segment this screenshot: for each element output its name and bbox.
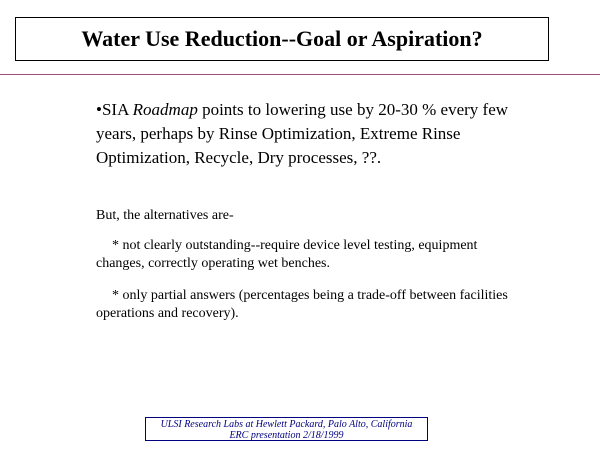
- sub-item-text: * only partial answers (percentages being a trade-off between facilities operations and recovery).: [96, 288, 508, 321]
- title-divider: [0, 74, 600, 75]
- main-bullet: [96, 98, 516, 170]
- sub-item-text: * not clearly outstanding--require device level testing, equipment changes, correctly operating wet benches.: [96, 238, 478, 271]
- footer-credit: [145, 417, 428, 441]
- footer-line-2: ERC presentation 2/18/1999: [229, 430, 344, 441]
- title-box: [15, 17, 549, 61]
- slide-title: Water Use Reduction--Goal or Aspiration?: [81, 26, 483, 51]
- sub-item-not-outstanding: [96, 237, 516, 272]
- main-bullet-text: points to lowering use by 20-30 % every few years, perhaps by Rinse Optimization, Extreme Rinse Optimization, Recycle, Dry processes, ??.: [96, 100, 509, 167]
- footer-line-1: ULSI Research Labs at Hewlett Packard, Palo Alto, California: [160, 419, 413, 430]
- sub-item-partial-answers: [96, 287, 516, 322]
- roadmap-emphasis: Roadmap: [132, 100, 198, 119]
- main-bullet-prefix: •SIA: [96, 100, 133, 119]
- alternatives-intro: But, the alternatives are-: [96, 208, 234, 223]
